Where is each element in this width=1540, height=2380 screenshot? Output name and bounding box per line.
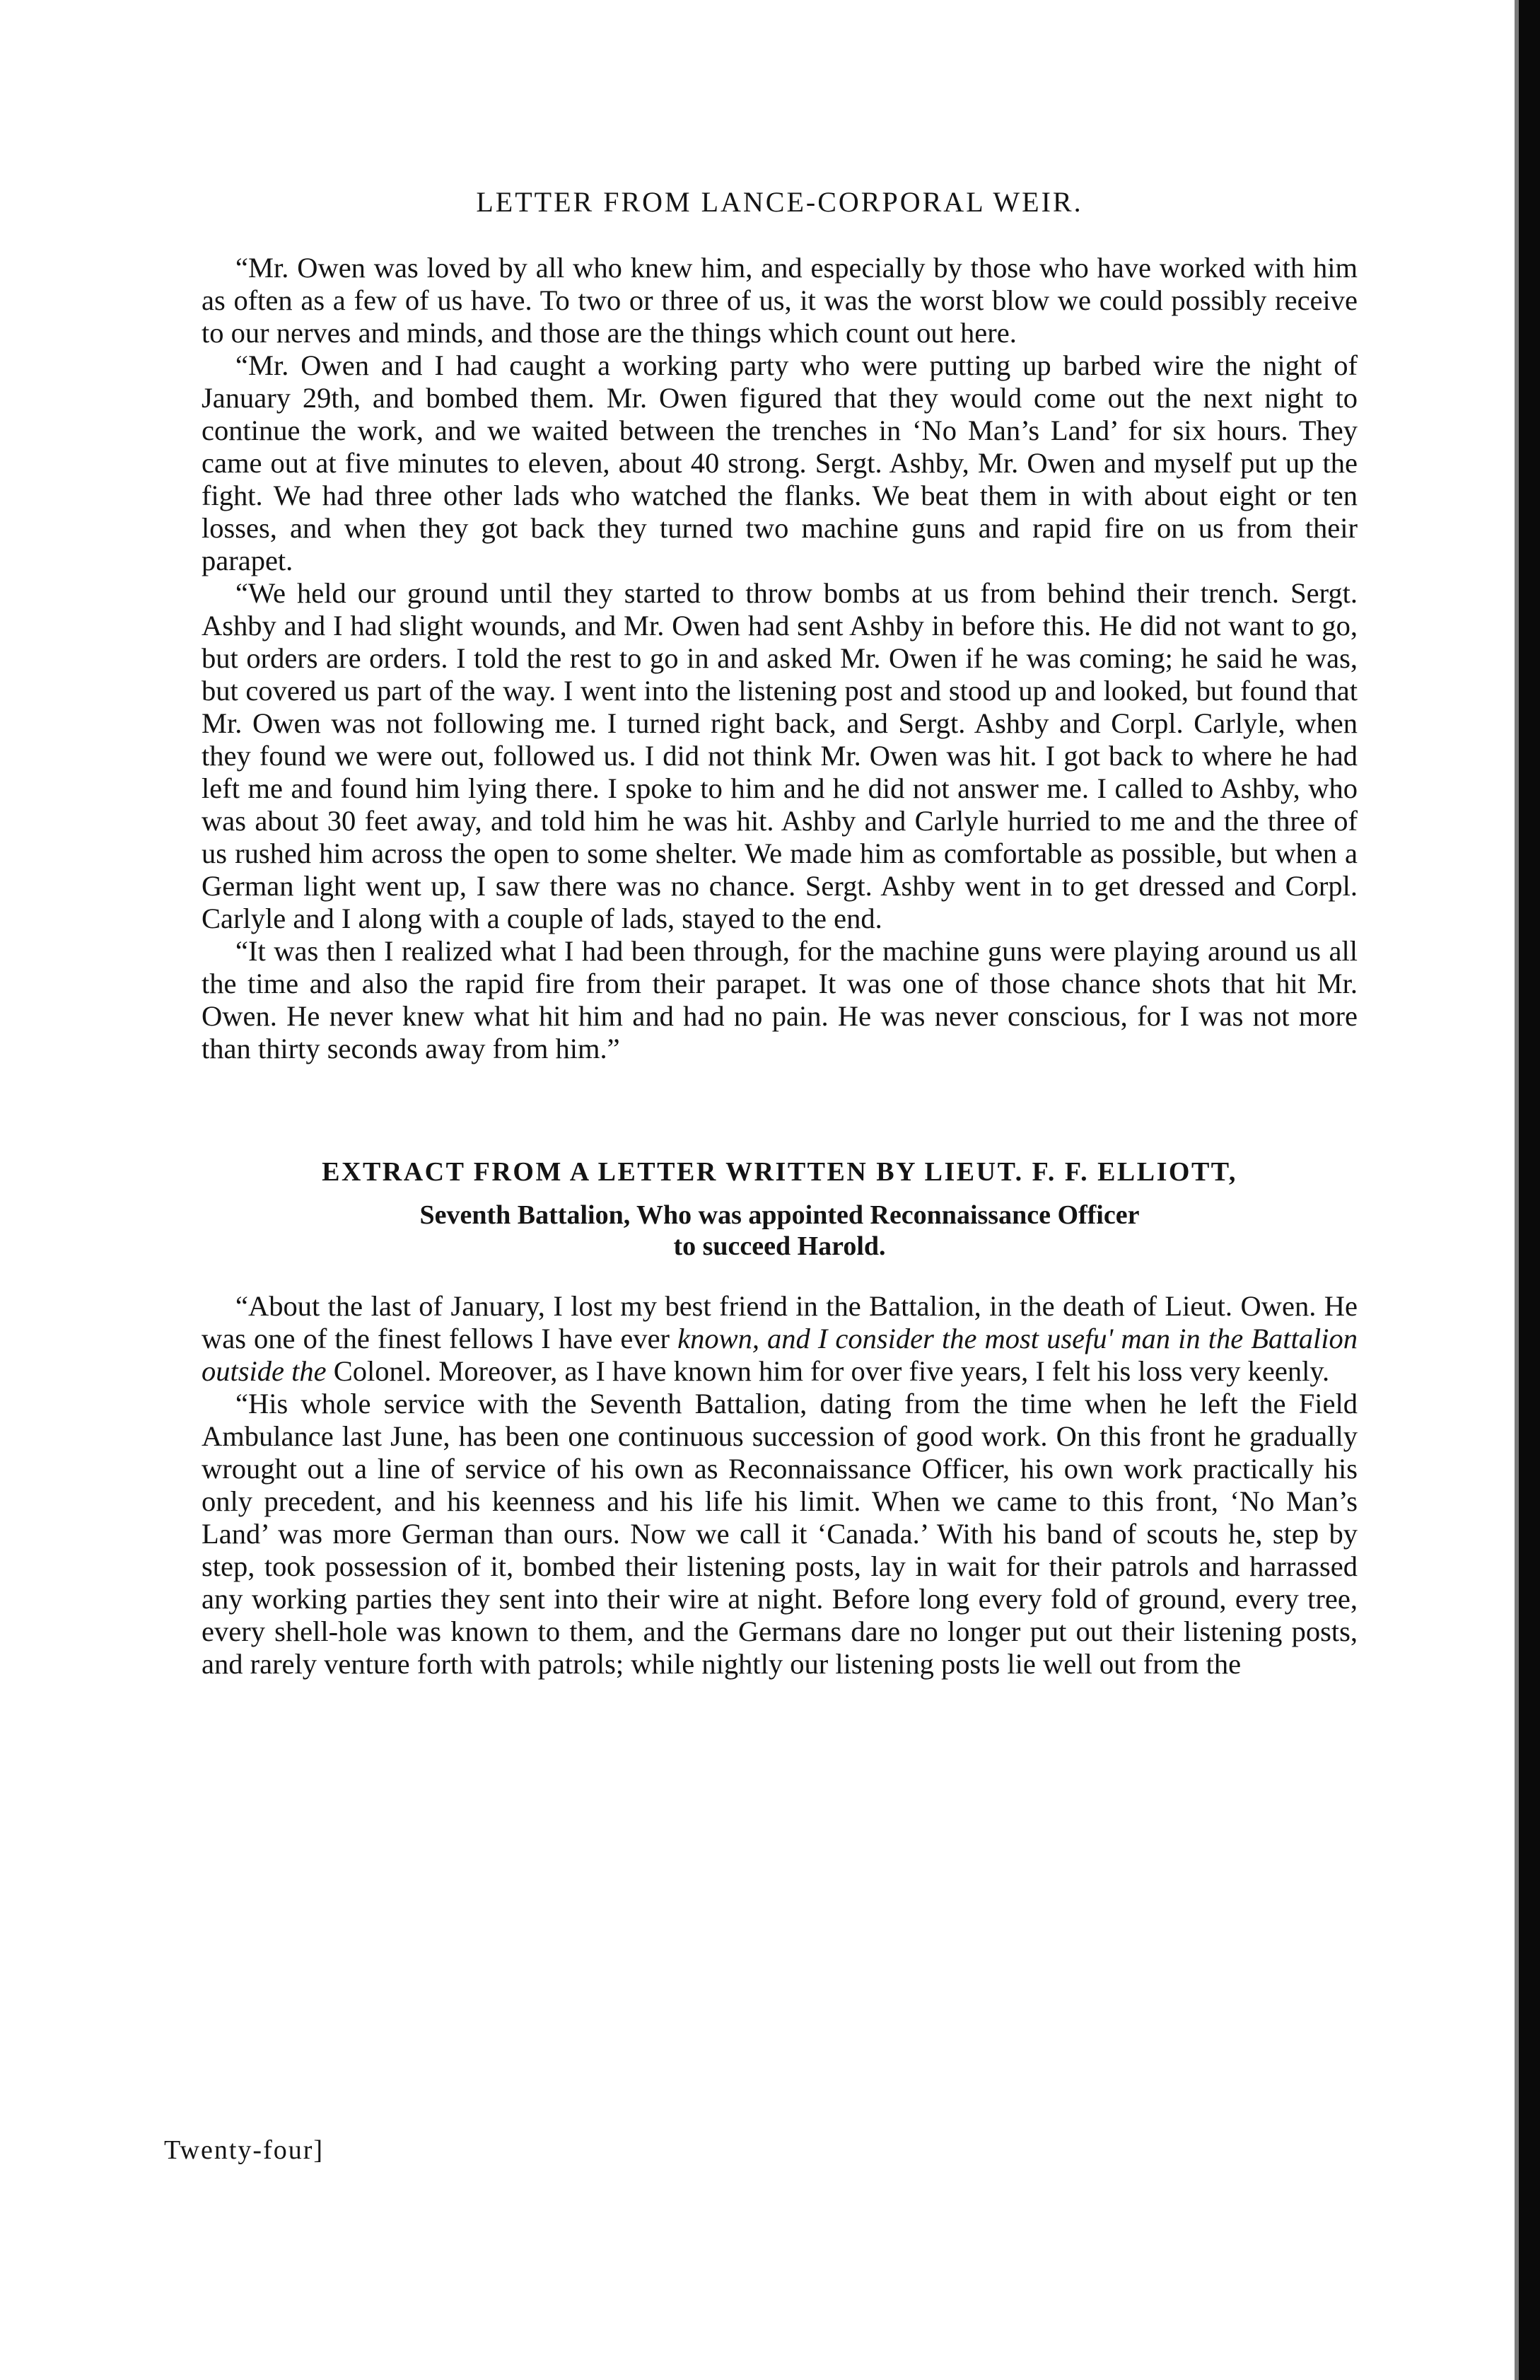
letter-two-subheading [202,1200,1358,1262]
letter-two-paragraph-1-start: “About the last of January, I lost my best friend in the Battalion, in the death of Lieut. Owen. He was one of the finest fellows I have ever [202,1290,1358,1354]
letter-two-heading: EXTRACT FROM A LETTER WRITTEN BY LIEUT. F. F. ELLIOTT, [322,1157,1237,1187]
letter-two-paragraph-1-italic: known, and I consider the most usefu' man in the Battalion outside the [202,1323,1358,1387]
letter-two-paragraph-1-end: Colonel. Moreover, as I have known him for over five years, I felt his loss very keenly. [333,1355,1330,1387]
letter-one-heading: LETTER FROM LANCE-CORPORAL WEIR. [476,186,1083,218]
letter-one-paragraph-1: “Mr. Owen was loved by all who knew him, and especially by those who have worked with him as often as a few of us have. To two or three of us, it was the worst blow we could possibly receive to our nerves and minds, and those are the things which count out here. [202,252,1358,349]
letter-two-body [202,1290,1358,1680]
letter-two-paragraph-1 [202,1290,1358,1388]
letter-two-subheading-line-2: to succeed Harold. [673,1231,886,1261]
letter-one-paragraph-2: “Mr. Owen and I had caught a working party who were putting up barbed wire the night of January 29th, and bombed them. Mr. Owen figured that they would come out the next night to continue the work, and we waited between the trenches in ‘No Man’s Land’ for six hours. They came out at five minutes to eleven, about 40 strong. Sergt. Ashby, Mr. Owen and myself put up the fight. We had three other lads who watched the flanks. We beat them in with about eight or ten losses, and when they got back they turned two machine guns and rapid fire on us from their parapet. [202,349,1358,576]
page-number-footer: Twenty-four] [164,2135,325,2165]
letter-one-paragraph-3: “We held our ground until they started to throw bombs at us from behind their trench. Sergt. Ashby and I had slight wounds, and Mr. Owen had sent Ashby in before this. He did not want to go, but orders are orders. I told the rest to go in and asked Mr. Owen if he was coming; he said he was, but covered us part of the way. I went into the listening post and stood up and looked, but found that Mr. Owen was not following me. I turned right back, and Sergt. Ashby and Corpl. Carlyle, when they found we were out, followed us. I did not think Mr. Owen was hit. I got back to where he had left me and found him lying there. I spoke to him and he did not answer me. I called to Ashby, who was about 30 feet away, and told him he was hit. Ashby and Carlyle hurried to me and the three of us rushed him across the open to some shelter. We made him as comfortable as possible, but when a German light went up, I saw there was no chance. Sergt. Ashby went in to get dressed and Corpl. Carlyle and I along with a couple of lads, stayed to the end. [202,577,1358,934]
document-page [202,185,1358,1680]
letter-two-paragraph-2: “His whole service with the Seventh Battalion, dating from the time when he left the Field Ambulance last June, has been one continuous succession of good work. On this front he gradually wrought out a line of service of his own as Reconnaissance Officer, his own work practically his only precedent, and his keenness and his life his limit. When we came to this front, ‘No Man’s Land’ was more German than ours. Now we call it ‘Canada.’ With his band of scouts he, step by step, took possession of it, bombed their listening posts, lay in wait for their patrols and harrassed any working parties they sent into their wire at night. Before long every fold of ground, every tree, every shell-hole was known to them, and the Germans dare no longer put out their listening posts, and rarely venture forth with patrols; while nightly our listening posts lie well out from the [202,1388,1358,1680]
scan-edge-bar [1519,0,1540,2380]
letter-one-body [202,252,1358,1065]
letter-one-paragraph-4: “It was then I realized what I had been through, for the machine guns were playing around us all the time and also the rapid fire from their parapet. It was one of those chance shots that hit Mr. Owen. He never knew what hit him and had no pain. He was never conscious, for I was not more than thirty seconds away from him.” [202,935,1358,1064]
letter-two-subheading-line-1: Seventh Battalion, Who was appointed Reconnaissance Officer [419,1200,1140,1230]
